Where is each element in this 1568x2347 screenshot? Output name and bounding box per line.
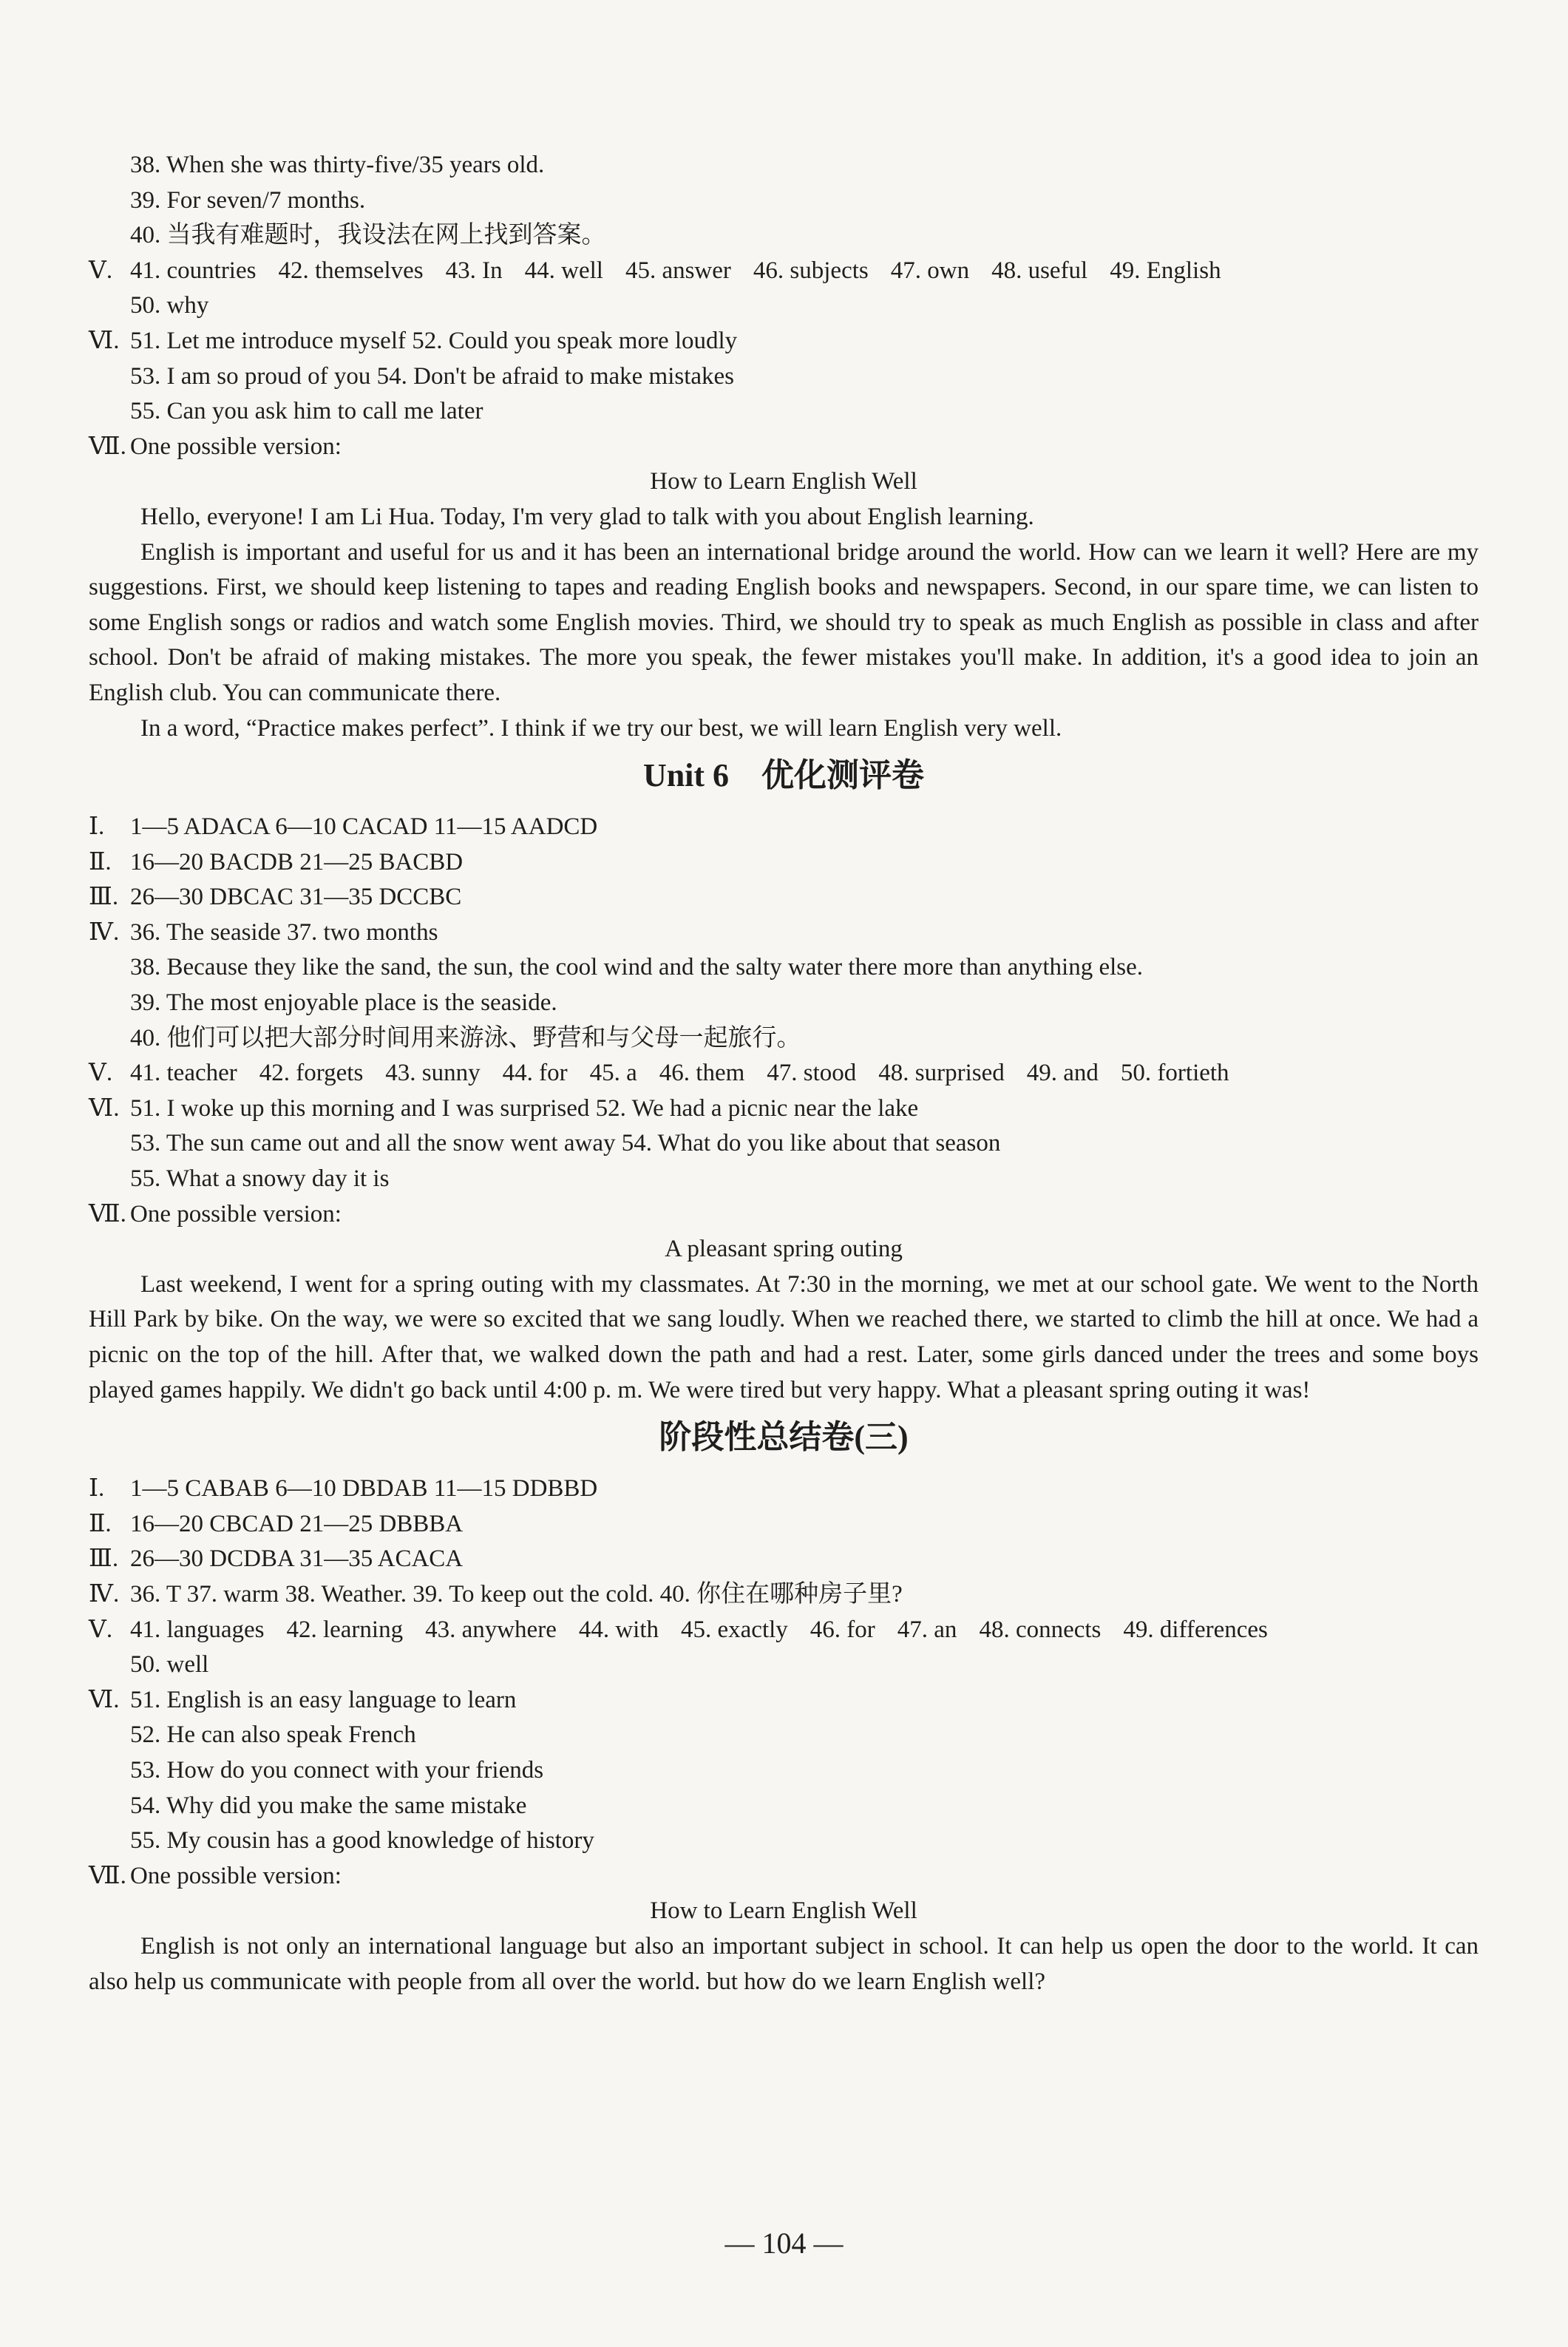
answer-item: 44. with — [578, 1616, 659, 1643]
part-marker: Ⅲ. — [89, 884, 119, 911]
answer-item: 47. an — [897, 1616, 957, 1643]
answer-item: 49. English — [1110, 257, 1221, 284]
part-marker: Ⅶ. — [89, 1862, 126, 1889]
answer-text: 36. T 37. warm 38. Weather. 39. To keep out the cold. 40. 你住在哪种房子里? — [130, 1580, 903, 1608]
answer-line: 38. Because they like the sand, the sun, the cool wind and the salty water there more than anything else. — [130, 954, 1144, 981]
part-line — [89, 1507, 1479, 1542]
answer-line: 52. He can also speak French — [130, 1721, 416, 1749]
answer-item: 46. for — [810, 1616, 875, 1643]
answer-item: 43. anywhere — [425, 1616, 557, 1643]
answer-item: 42. forgets — [259, 1060, 364, 1087]
part-marker: Ⅰ. — [89, 1475, 105, 1503]
version-label: One possible version: — [130, 1200, 342, 1227]
version-label: One possible version: — [130, 1862, 342, 1889]
essay-paragraph: English is important and useful for us and it has been an international bridge around the world. How can we learn it well? Here are my suggestions. First, we should keep listening to tapes and reading English books and newspapers. Second, in our spare time, we can listen to some English songs or radios and watch some English movies. Third, we should try to speak as much English as possible in class and after school. Don't be afraid of making mistakes. The more you speak, the fewer mistakes you'll make. In addition, it's a good idea to join an English club. You can communicate there. — [89, 538, 1479, 706]
essay-paragraph: English is not only an international language but also an important subject in school. It can help us open the door to the world. It can also help us communicate with people from all over the world. but how do we learn English well? — [89, 1932, 1479, 1995]
version-label: One possible version: — [130, 433, 342, 460]
essay-paragraph: Last weekend, I went for a spring outing with my classmates. At 7:30 in the morning, we met at our school gate. We went to the North Hill Park by bike. On the way, we were so excited that we sang loudly. When we reached there, we started to climb the hill at once. We had a picnic on the top of the hill. After that, we walked down the path and had a rest. Later, some girls danced under the trees and some boys played games happily. We didn't go back until 4:00 p. m. We were tired but very happy. What a pleasant spring outing it was! — [89, 1270, 1479, 1403]
essay-title: How to Learn English Well — [650, 1897, 917, 1925]
answer-line: 38. When she was thirty-five/35 years old. — [130, 152, 545, 178]
part-line — [89, 810, 1479, 845]
answer-line: 39. For seven/7 months. — [130, 186, 366, 214]
answer-item: 47. own — [890, 257, 970, 284]
part-line — [89, 880, 1479, 915]
answer-text: 51. I woke up this morning and I was surprised 52. We had a picnic near the lake — [130, 1094, 919, 1122]
answer-item: 41. languages — [130, 1616, 265, 1643]
essay-paragraph: In a word, “Practice makes perfect”. I think if we try our best, we will learn English very well. — [140, 714, 1062, 742]
part-marker: Ⅶ. — [89, 433, 126, 460]
part-vii-line — [89, 1197, 1479, 1233]
answer-text: 51. Let me introduce myself 52. Could you speak more loudly — [130, 327, 738, 354]
answer-item: 45. exactly — [681, 1616, 788, 1643]
section-unit6 — [89, 756, 1479, 1408]
answer-item: 44. for — [502, 1060, 568, 1087]
section-summary-3 — [89, 1418, 1479, 1999]
part-marker: Ⅳ. — [89, 918, 120, 946]
answer-line: 54. Why did you make the same mistake — [130, 1792, 527, 1819]
essay-paragraph: Hello, everyone! I am Li Hua. Today, I'm very glad to talk with you about English learning. — [140, 503, 1034, 530]
answer-line: 50. well — [130, 1651, 209, 1679]
answer-item: 50. fortieth — [1120, 1060, 1229, 1087]
essay-title: How to Learn English Well — [650, 468, 917, 495]
part-line — [89, 1471, 1479, 1507]
answer-item: 46. them — [659, 1060, 745, 1087]
section-title: Unit 6 优化测评卷 — [642, 757, 925, 794]
part-line — [89, 1542, 1479, 1577]
part-marker: Ⅳ. — [89, 1580, 120, 1608]
answer-item: 45. answer — [625, 257, 731, 284]
page-number: — 104 — — [724, 2226, 844, 2260]
answer-text: 26—30 DBCAC 31—35 DCCBC — [130, 884, 462, 911]
answer-item: 41. teacher — [130, 1060, 237, 1087]
answer-text: 16—20 CBCAD 21—25 DBBBA — [130, 1510, 464, 1537]
part-marker: Ⅵ. — [89, 1686, 120, 1713]
answer-line: 53. I am so proud of you 54. Don't be afraid to make mistakes — [130, 362, 735, 390]
answer-line: 55. My cousin has a good knowledge of history — [130, 1827, 594, 1855]
essay-title: A pleasant spring outing — [665, 1236, 903, 1263]
section-previous-continued — [89, 148, 1479, 746]
answer-item: 42. themselves — [278, 257, 424, 284]
answer-item: 48. useful — [991, 257, 1088, 284]
part-marker: Ⅵ. — [89, 327, 120, 354]
part-marker: Ⅶ. — [89, 1200, 126, 1227]
answer-line: 53. How do you connect with your friends — [130, 1756, 544, 1784]
answer-item: 49. differences — [1123, 1616, 1268, 1643]
answer-item: 44. well — [524, 257, 603, 284]
answer-text: 36. The seaside 37. two months — [130, 918, 438, 946]
part-marker: Ⅱ. — [89, 848, 112, 876]
part-line — [89, 1577, 1479, 1613]
part-v-line — [89, 254, 1479, 289]
answer-line: 55. Can you ask him to call me later — [130, 398, 483, 425]
answer-item: 48. connects — [979, 1616, 1102, 1643]
answer-item: 43. sunny — [385, 1060, 481, 1087]
part-marker: Ⅴ. — [89, 1616, 113, 1643]
answer-item: 43. In — [445, 257, 503, 284]
answer-item: 49. and — [1026, 1060, 1099, 1087]
answer-line: 40. 当我有难题时，我设法在网上找到答案。 — [130, 222, 606, 249]
answer-text: 1—5 CABAB 6—10 DBDAB 11—15 DDBBD — [130, 1475, 598, 1503]
part-marker: Ⅰ. — [89, 813, 105, 841]
answer-item: 42. learning — [286, 1616, 404, 1643]
answer-item: 41. countries — [130, 257, 257, 284]
part-vi-line — [89, 1091, 1479, 1127]
answer-text: 16—20 BACDB 21—25 BACBD — [130, 848, 464, 876]
section-title: 阶段性总结卷(三) — [659, 1419, 909, 1456]
part-v-line — [89, 1613, 1479, 1648]
answer-line: 53. The sun came out and all the snow went away 54. What do you like about that season — [130, 1130, 1001, 1157]
part-marker: Ⅴ. — [89, 257, 113, 284]
answer-item: 46. subjects — [753, 257, 869, 284]
answer-item: 48. surprised — [878, 1060, 1005, 1087]
answer-item: 45. a — [589, 1060, 637, 1087]
part-vii-line — [89, 430, 1479, 465]
part-marker: Ⅵ. — [89, 1094, 120, 1122]
part-marker: Ⅴ. — [89, 1060, 113, 1087]
part-v-line — [89, 1056, 1479, 1091]
answer-line: 55. What a snowy day it is — [130, 1165, 390, 1193]
answer-text: 51. English is an easy language to learn — [130, 1686, 517, 1713]
part-vii-line — [89, 1859, 1479, 1894]
part-marker: Ⅱ. — [89, 1510, 112, 1537]
answer-text: 1—5 ADACA 6—10 CACAD 11—15 AADCD — [130, 813, 598, 841]
part-line — [89, 845, 1479, 881]
answer-line: 39. The most enjoyable place is the seaside. — [130, 989, 557, 1017]
part-marker: Ⅲ. — [89, 1545, 119, 1573]
answer-text: 26—30 DCDBA 31—35 ACACA — [130, 1545, 464, 1573]
part-line — [89, 915, 1479, 951]
answer-line: 40. 他们可以把大部分时间用来游泳、野营和与父母一起旅行。 — [130, 1024, 801, 1051]
part-vi-line — [89, 1683, 1479, 1718]
answer-line: 50. why — [130, 292, 209, 319]
answer-item: 47. stood — [767, 1060, 857, 1087]
answer-page — [89, 148, 1479, 1999]
part-vi-line — [89, 324, 1479, 359]
